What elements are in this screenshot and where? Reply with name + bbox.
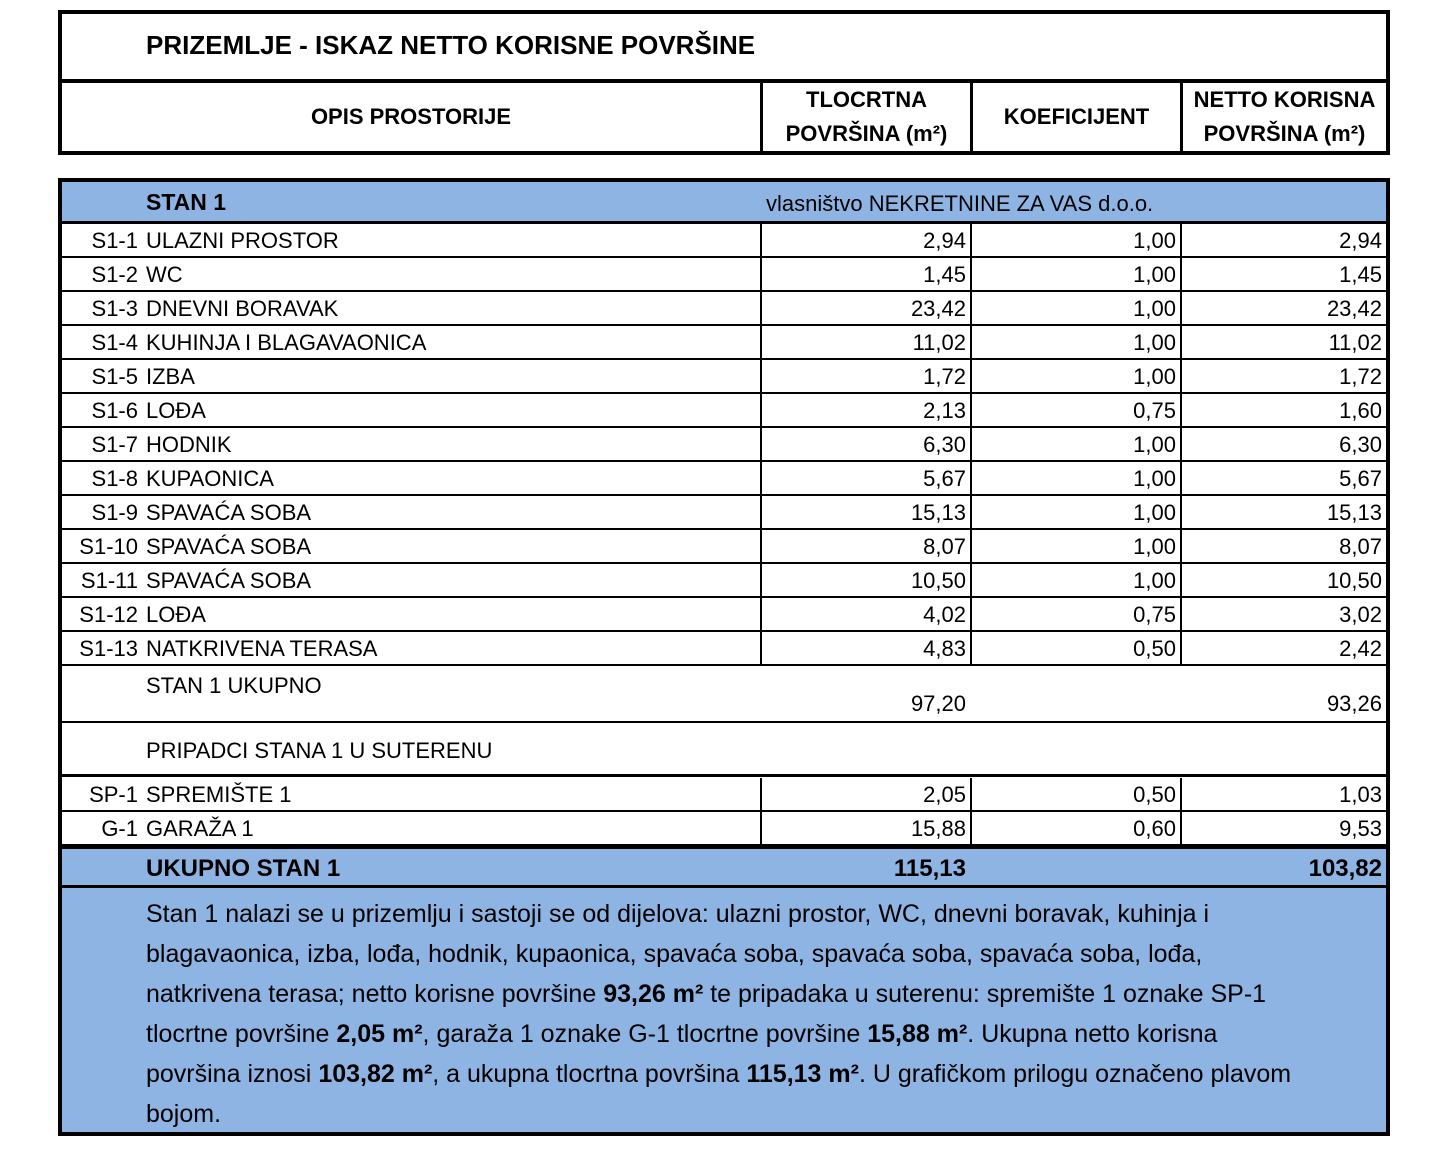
table-row bbox=[62, 258, 1386, 292]
apartment-header-row bbox=[62, 182, 1386, 224]
summary-part-2: te pripadaka u suterenu: spremište 1 oznake SP-1 tlocrtne površine bbox=[146, 980, 1267, 1048]
summary-block bbox=[62, 888, 1386, 1132]
subtotal-net: 93,26 bbox=[1326, 691, 1382, 716]
summary-part-3: , garaža 1 oznake G-1 tlocrtne površine bbox=[422, 1020, 868, 1048]
net-area-cell: 10,50 bbox=[1180, 564, 1386, 596]
room-code-cell: S1-1 bbox=[91, 228, 138, 253]
coefficient-cell: 1,00 bbox=[970, 360, 1180, 392]
room-name-cell: LOĐA bbox=[146, 602, 206, 627]
floor-area-cell: 2,94 bbox=[760, 224, 970, 256]
table-row bbox=[62, 564, 1386, 598]
coefficient-cell: 1,00 bbox=[970, 224, 1180, 256]
net-area-cell: 1,03 bbox=[1180, 778, 1386, 810]
floor-area-cell: 2,13 bbox=[760, 394, 970, 426]
floor-area-cell: 15,13 bbox=[760, 496, 970, 528]
header-col4-line1: NETTO KORISNA bbox=[1193, 87, 1376, 112]
header-col2-line2: POVRŠINA (m²) bbox=[785, 121, 948, 146]
floor-area-cell: 1,45 bbox=[760, 258, 970, 290]
room-name-cell: KUHINJA I BLAGAVAONICA bbox=[146, 330, 427, 355]
room-name-cell: SPAVAĆA SOBA bbox=[146, 500, 312, 525]
room-name-cell: SPAVAĆA SOBA bbox=[146, 534, 312, 559]
room-name-cell: LOĐA bbox=[146, 398, 206, 423]
coefficient-cell: 0,75 bbox=[970, 394, 1180, 426]
table-row bbox=[62, 496, 1386, 530]
table-row bbox=[62, 812, 1386, 846]
table-row bbox=[62, 428, 1386, 462]
header-col2-line1: TLOCRTNA bbox=[806, 87, 927, 112]
page-title: PRIZEMLJE - ISKAZ NETTO KORISNE POVRŠINE bbox=[146, 30, 756, 60]
summary-part-6: . U grafičkom prilogu označeno plavom bojom. bbox=[146, 1060, 1292, 1128]
net-area-cell: 1,72 bbox=[1180, 360, 1386, 392]
coefficient-cell: 1,00 bbox=[970, 258, 1180, 290]
room-code-cell: S1-8 bbox=[91, 466, 138, 491]
net-area-cell: 6,30 bbox=[1180, 428, 1386, 460]
room-code-cell: S1-13 bbox=[79, 636, 138, 661]
room-code-cell: S1-11 bbox=[80, 568, 138, 593]
apartment-title: STAN 1 bbox=[146, 189, 227, 215]
table-row bbox=[62, 326, 1386, 360]
room-name-cell: HODNIK bbox=[146, 432, 232, 457]
room-name-cell: SPREMIŠTE 1 bbox=[146, 782, 292, 807]
subtotal-area: 97,20 bbox=[910, 691, 966, 716]
summary-garage-area: 15,88 m² bbox=[867, 1020, 968, 1048]
floor-area-cell: 23,42 bbox=[760, 292, 970, 324]
floor-area-cell: 4,02 bbox=[760, 598, 970, 630]
floor-area-cell: 10,50 bbox=[760, 564, 970, 596]
header-net-area bbox=[1180, 83, 1386, 151]
room-code-cell: G-1 bbox=[101, 816, 138, 841]
room-name-cell: ULAZNI PROSTOR bbox=[146, 228, 339, 253]
floor-area-cell: 6,30 bbox=[760, 428, 970, 460]
apartment-owner: vlasništvo NEKRETNINE ZA VAS d.o.o. bbox=[766, 191, 1154, 216]
table-row bbox=[62, 462, 1386, 496]
total-net: 103,82 bbox=[1308, 855, 1382, 882]
room-code-cell: SP-1 bbox=[89, 782, 138, 807]
summary-net-area: 93,26 m² bbox=[603, 980, 704, 1008]
floor-area-cell: 5,67 bbox=[760, 462, 970, 494]
net-area-cell: 5,67 bbox=[1180, 462, 1386, 494]
summary-storage-area: 2,05 m² bbox=[336, 1020, 423, 1048]
column-header bbox=[58, 79, 1390, 155]
table-row bbox=[62, 632, 1386, 666]
total-area: 115,13 bbox=[893, 855, 966, 882]
net-area-cell: 11,02 bbox=[1180, 326, 1386, 358]
summary-part-1: Stan 1 nalazi se u prizemlju i sastoji se od dijelova: ulazni prostor, WC, dnevni boravak, kuhinja i blagavaonica, izba, lođa, hodnik, kupaonica, spavaća soba, spavaća soba, spavaća soba, lođa, natkrivena terasa; netto korisne površine bbox=[146, 900, 1210, 1008]
net-area-cell: 9,53 bbox=[1180, 812, 1386, 844]
summary-total-area: 115,13 m² bbox=[746, 1060, 859, 1088]
table-row bbox=[62, 598, 1386, 632]
coefficient-cell: 1,00 bbox=[970, 462, 1180, 494]
summary-text bbox=[146, 894, 1306, 1134]
net-area-cell: 2,94 bbox=[1180, 224, 1386, 256]
total-label: UKUPNO STAN 1 bbox=[146, 855, 341, 882]
table-row bbox=[62, 360, 1386, 394]
header-col3-label: KOEFICIJENT bbox=[1003, 104, 1150, 129]
coefficient-cell: 1,00 bbox=[970, 530, 1180, 562]
net-area-cell: 8,07 bbox=[1180, 530, 1386, 562]
header-floor-area bbox=[760, 83, 970, 151]
coefficient-cell: 1,00 bbox=[970, 496, 1180, 528]
room-code-cell: S1-7 bbox=[91, 432, 138, 457]
coefficient-cell: 1,00 bbox=[970, 564, 1180, 596]
coefficient-cell: 0,50 bbox=[970, 632, 1180, 664]
coefficient-cell: 0,75 bbox=[970, 598, 1180, 630]
net-area-cell: 1,60 bbox=[1180, 394, 1386, 426]
floor-area-cell: 15,88 bbox=[760, 812, 970, 844]
subtotal-row bbox=[62, 669, 1386, 723]
room-name-cell: KUPAONICA bbox=[146, 466, 274, 491]
table-row bbox=[62, 530, 1386, 564]
room-code-cell: S1-6 bbox=[91, 398, 138, 423]
header-coefficient bbox=[970, 83, 1180, 151]
room-code-cell: S1-4 bbox=[91, 330, 138, 355]
appurtenances-header-row bbox=[62, 723, 1386, 777]
room-name-cell: GARAŽA 1 bbox=[146, 816, 254, 841]
floor-area-cell: 1,72 bbox=[760, 360, 970, 392]
summary-part-4: . Ukupna netto korisna površina iznosi bbox=[146, 1020, 1218, 1088]
room-name-cell: SPAVAĆA SOBA bbox=[146, 568, 312, 593]
subtotal-label: STAN 1 UKUPNO bbox=[146, 673, 322, 698]
coefficient-cell: 1,00 bbox=[970, 428, 1180, 460]
table-row bbox=[62, 394, 1386, 428]
header-col1-label: OPIS PROSTORIJE bbox=[310, 104, 512, 129]
room-code-cell: S1-9 bbox=[91, 500, 138, 525]
floor-area-cell: 11,02 bbox=[760, 326, 970, 358]
summary-part-5: , a ukupna tlocrtna površina bbox=[432, 1060, 747, 1088]
floor-area-cell: 8,07 bbox=[760, 530, 970, 562]
room-name-cell: IZBA bbox=[146, 364, 195, 389]
table-row bbox=[62, 292, 1386, 326]
room-name-cell: WC bbox=[146, 262, 183, 287]
room-name-cell: NATKRIVENA TERASA bbox=[146, 636, 378, 661]
floor-area-cell: 2,05 bbox=[760, 778, 970, 810]
room-code-cell: S1-2 bbox=[91, 262, 138, 287]
header-room-description bbox=[62, 83, 760, 151]
table-row bbox=[62, 224, 1386, 258]
net-area-cell: 15,13 bbox=[1180, 496, 1386, 528]
apartment-table bbox=[58, 178, 1390, 1136]
room-code-cell: S1-5 bbox=[91, 364, 138, 389]
room-name-cell: DNEVNI BORAVAK bbox=[146, 296, 339, 321]
table-row bbox=[62, 778, 1386, 812]
appurtenances-label: PRIPADCI STANA 1 U SUTERENU bbox=[146, 738, 493, 763]
floor-area-cell: 4,83 bbox=[760, 632, 970, 664]
coefficient-cell: 0,60 bbox=[970, 812, 1180, 844]
total-row bbox=[62, 846, 1386, 888]
net-area-cell: 1,45 bbox=[1180, 258, 1386, 290]
coefficient-cell: 0,50 bbox=[970, 778, 1180, 810]
net-area-cell: 23,42 bbox=[1180, 292, 1386, 324]
coefficient-cell: 1,00 bbox=[970, 326, 1180, 358]
net-area-cell: 3,02 bbox=[1180, 598, 1386, 630]
summary-total-net: 103,82 m² bbox=[318, 1060, 433, 1088]
coefficient-cell: 1,00 bbox=[970, 292, 1180, 324]
header-col4-line2: POVRŠINA (m²) bbox=[1203, 121, 1366, 146]
room-code-cell: S1-3 bbox=[91, 296, 138, 321]
room-code-cell: S1-12 bbox=[79, 602, 138, 627]
room-code-cell: S1-10 bbox=[79, 534, 138, 559]
net-area-cell: 2,42 bbox=[1180, 632, 1386, 664]
